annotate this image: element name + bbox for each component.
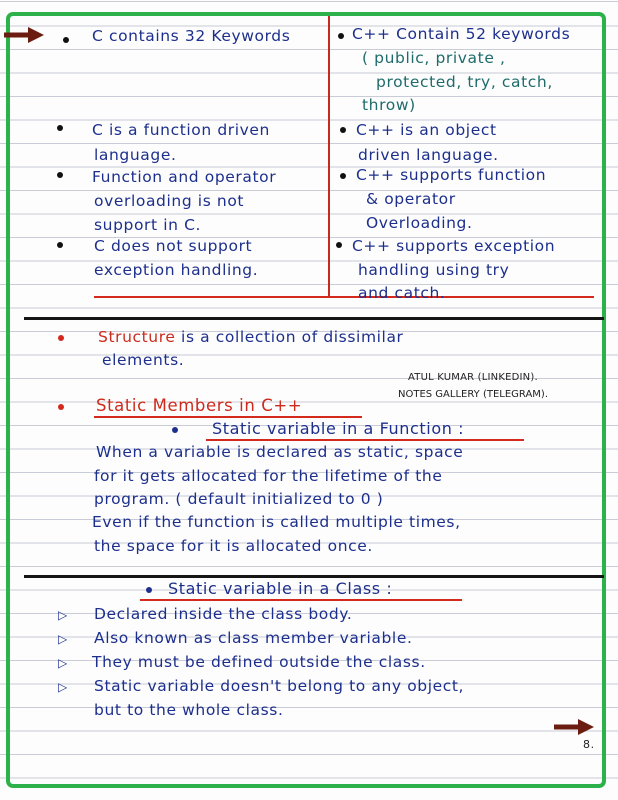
bullet-dot	[336, 242, 342, 248]
arrow-right-icon	[552, 718, 596, 736]
triangle-bullet-icon: ▷	[58, 632, 68, 646]
bullet-dot	[340, 173, 346, 179]
c-overloading-line1: Function and operator	[92, 168, 277, 186]
c-function-driven-line2: language.	[94, 146, 177, 164]
structure-term: Structure	[98, 328, 176, 346]
cpp-overloading-line1: C++ supports function	[356, 166, 547, 184]
cpp-exception-line2: handling using try	[358, 261, 510, 279]
cpp-exception-line3: and catch.	[358, 284, 446, 302]
c-overloading-line3: support in C.	[94, 216, 202, 234]
static-function-line3: program. ( default initialized to 0 )	[94, 490, 384, 508]
static-class-continuation: but to the whole class.	[94, 701, 284, 719]
static-function-line1: When a variable is declared as static, space	[96, 443, 464, 461]
static-function-line5: the space for it is allocated once.	[94, 537, 373, 555]
static-function-line2: for it gets allocated for the lifetime of the	[94, 467, 443, 485]
structure-line2: elements.	[102, 351, 185, 369]
static-function-line4: Even if the function is called multiple times,	[92, 513, 461, 531]
triangle-bullet-icon: ▷	[58, 680, 68, 694]
comparison-divider	[328, 16, 330, 298]
c-exception-line2: exception handling.	[94, 261, 259, 279]
credit-line1: ATUL KUMAR (LINKEDIN).	[408, 372, 538, 383]
c-function-driven-line1: C is a function driven	[92, 121, 270, 139]
structure-rest: is a collection of dissimilar	[181, 328, 404, 346]
triangle-bullet-icon: ▷	[58, 656, 68, 670]
cpp-keywords-line1: C++ Contain 52 keywords	[352, 25, 571, 43]
static-class-underline	[140, 599, 462, 601]
c-exception-line1: C does not support	[94, 237, 253, 255]
static-members-heading: Static Members in C++	[96, 396, 303, 415]
bullet-dot	[340, 127, 346, 133]
c-overloading-line2: overloading is not	[94, 192, 245, 210]
bullet-dot	[57, 172, 63, 178]
bullet-dot	[146, 587, 152, 593]
credit-line2: NOTES GALLERY (TELEGRAM).	[398, 389, 549, 400]
cpp-keywords-line3: protected, try, catch,	[376, 73, 553, 91]
cpp-overloading-line2: & operator	[366, 190, 456, 208]
bullet-dot	[58, 404, 64, 410]
bullet-dot	[63, 37, 69, 43]
static-class-item-1: Declared inside the class body.	[94, 605, 353, 623]
page-number: 8.	[583, 738, 595, 751]
cpp-object-line1: C++ is an object	[356, 121, 497, 139]
static-class-item-3: They must be defined outside the class.	[92, 653, 426, 671]
triangle-bullet-icon: ▷	[58, 608, 68, 622]
comparison-underline	[94, 296, 594, 298]
cpp-keywords-line4: throw)	[362, 96, 416, 114]
arrow-right-icon	[2, 26, 46, 44]
static-class-heading: Static variable in a Class :	[168, 579, 393, 598]
section-divider	[24, 317, 604, 320]
cpp-exception-line1: C++ supports exception	[352, 237, 556, 255]
c-keywords-text: C contains 32 Keywords	[92, 27, 291, 45]
bullet-dot	[58, 335, 64, 341]
bullet-dot	[57, 242, 63, 248]
static-class-item-2: Also known as class member variable.	[94, 629, 413, 647]
bullet-dot	[57, 125, 63, 131]
cpp-object-line2: driven language.	[358, 146, 499, 164]
static-class-item-4: Static variable doesn't belong to any object,	[94, 677, 465, 695]
static-function-heading: Static variable in a Function :	[212, 419, 465, 438]
structure-definition	[98, 325, 404, 349]
bullet-dot	[172, 427, 178, 433]
bullet-dot	[338, 33, 344, 39]
cpp-overloading-line3: Overloading.	[366, 214, 473, 232]
cpp-keywords-line2: ( public, private ,	[362, 49, 506, 67]
